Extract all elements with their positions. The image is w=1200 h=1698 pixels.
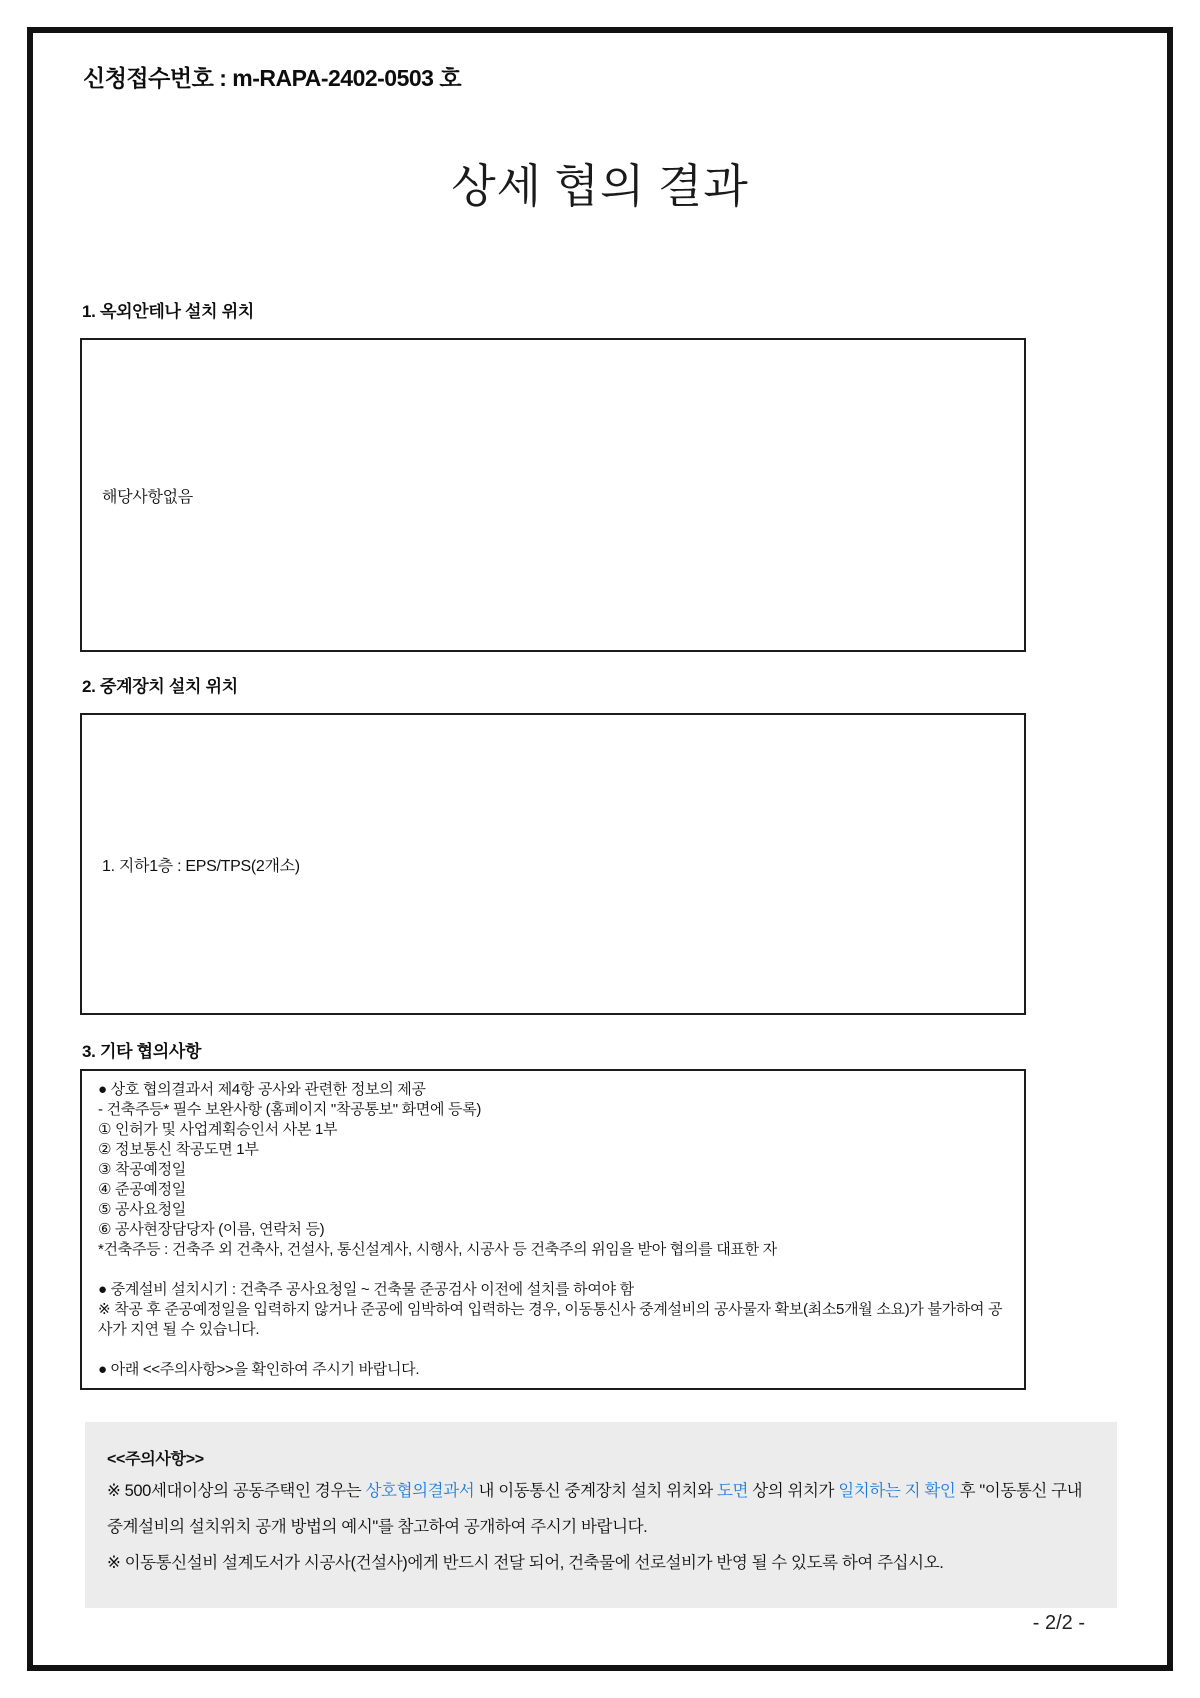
section-2-heading: 2. 중계장치 설치 위치 [82, 677, 238, 696]
notice-highlight: 일치하는 지 확인 [838, 1482, 956, 1500]
other-items-spacer [98, 1340, 1008, 1360]
notice-paragraph-2: ※ 이동통신설비 설계도서가 시공사(건설사)에게 반드시 전달 되어, 건축물에 선로설비가 반영 될 수 있도록 하여 주십시오. [107, 1554, 944, 1572]
section-1-heading: 1. 옥외안테나 설치 위치 [82, 302, 254, 321]
page-title: 상세 협의 결과 [451, 161, 749, 212]
other-items-line: - 건축주등* 필수 보완사항 (홈페이지 "착공통보" 화면에 등록) [98, 1101, 482, 1118]
section-3-box [80, 1069, 1026, 1390]
section-2-box [80, 713, 1026, 1015]
other-items-line: *건축주등 : 건축주 외 건축사, 건설사, 통신설계사, 시행사, 시공사 등 건축주의 위임을 받아 협의를 대표한 자 [98, 1241, 777, 1258]
notice-box [85, 1422, 1117, 1608]
notice-text: 상의 위치가 [748, 1482, 839, 1500]
other-items-line: ⑤ 공사요청일 [98, 1201, 186, 1218]
page-number: - 2/2 - [1032, 1612, 1085, 1634]
other-items-line: ④ 준공예정일 [98, 1181, 186, 1198]
other-items-spacer [98, 1260, 1008, 1280]
other-items-line: ⑥ 공사현장담당자 (이름, 연락처 등) [98, 1221, 325, 1238]
section-1-box [80, 338, 1026, 652]
notice-text: 후 "이동통신 구내중계설비의 설치위치 공개 방법의 예시"를 참고하여 공개하여 주시기 바랍니다. [107, 1482, 1083, 1536]
notice-highlight: 상호협의결과서 [365, 1482, 475, 1500]
notice-highlight: 도면 [716, 1482, 749, 1500]
other-items-line: ① 인허가 및 사업계획승인서 사본 1부 [98, 1121, 338, 1138]
other-items-line: ● 아래 <<주의사항>>을 확인하여 주시기 바랍니다. [98, 1361, 420, 1378]
notice-text: ※ 500세대이상의 공동주택인 경우는 [107, 1482, 366, 1500]
notice-text: 내 이동통신 중계장치 설치 위치와 [474, 1482, 717, 1500]
section-1-content: 해당사항없음 [102, 488, 193, 506]
section-3-heading: 3. 기타 협의사항 [82, 1042, 202, 1061]
other-items-line: ● 중계설비 설치시기 : 건축주 공사요청일 ~ 건축물 준공검사 이전에 설치를 하여야 함 [98, 1281, 634, 1298]
other-items-line: ※ 착공 후 준공예정일을 입력하지 않거나 준공에 임박하여 입력하는 경우, 이동통신사 중계설비의 공사물자 확보(최소5개월 소요)가 불가하여 공사가 지연 될 수 있습니다. [98, 1301, 1003, 1338]
receipt-number: 신청접수번호 : m-RAPA-2402-0503 호 [83, 65, 462, 91]
notice-paragraph-1 [107, 1473, 1095, 1545]
notice-title: <<주의사항>> [107, 1451, 204, 1468]
section-2-content: 1. 지하1층 : EPS/TPS(2개소) [102, 857, 300, 875]
other-items-line: ② 정보통신 착공도면 1부 [98, 1141, 259, 1158]
other-items-line: ● 상호 협의결과서 제4항 공사와 관련한 정보의 제공 [98, 1081, 426, 1098]
other-items-line: ③ 착공예정일 [98, 1161, 186, 1178]
